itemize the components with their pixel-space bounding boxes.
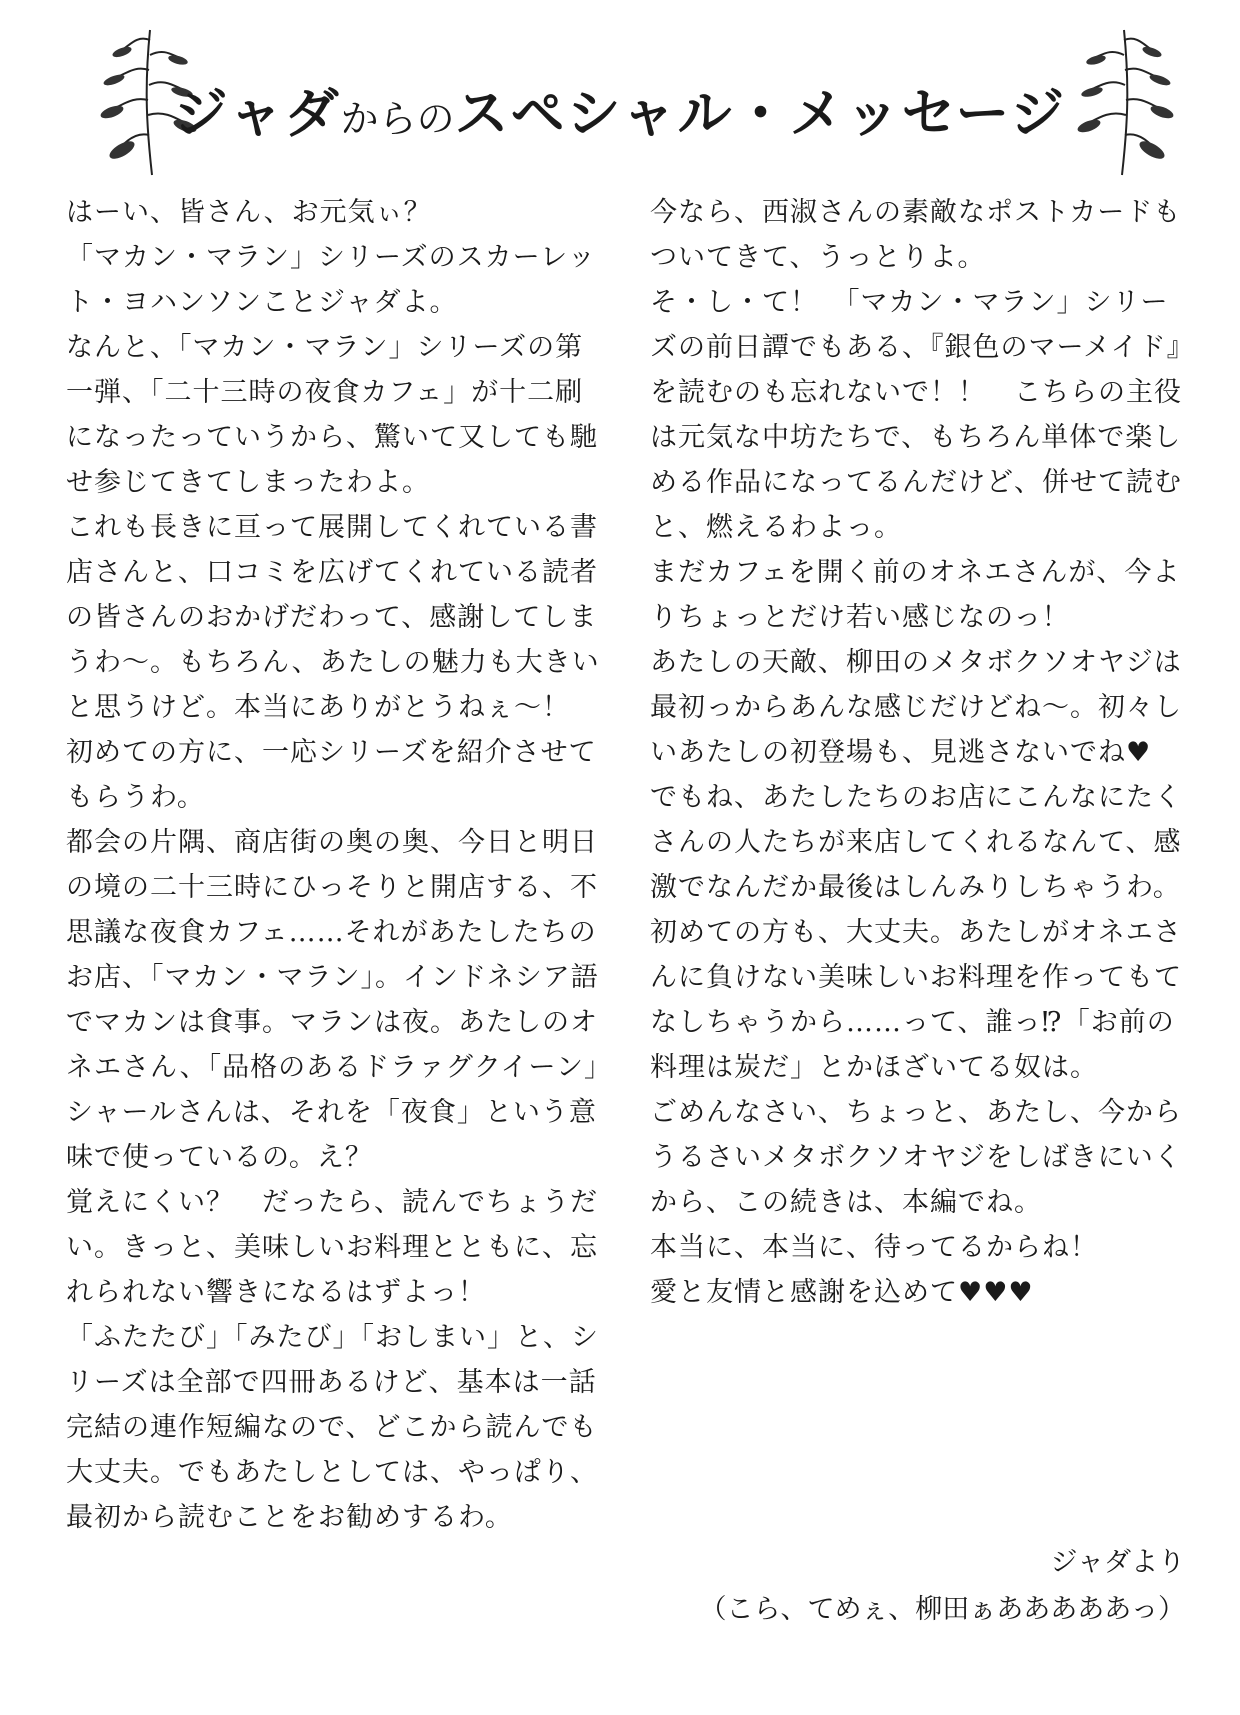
header — [0, 0, 1240, 180]
paragraph: 「ふたたび」「みたび」「おしまい」と、シリーズは全部で四冊あるけど、基本は一話完結の連作短編なので、どこから読んでも大丈夫。でもあたしとしては、やっぱり、最初から読むことをお勧めするわ。 — [66, 1322, 599, 1533]
botanical-ornament-icon — [1072, 20, 1182, 180]
paragraph: 初めての方も、大丈夫。あたしがオネエさんに負けない美味しいお料理を作ってもてなしちゃうから……って、誰っ⁉「お前の料理は炭だ」とかほざいてる奴は。 — [650, 917, 1182, 1083]
paragraph: あたしの天敵、柳田のメタボクソオヤジは最初っからあんな感じだけどね〜。初々しいあたしの初登場も、見逃さないでね♥ — [650, 647, 1182, 768]
left-column — [66, 190, 611, 1540]
signature: ジャダより — [1050, 1547, 1185, 1578]
title-part3: スペシャル・メッセージ — [454, 81, 1067, 145]
paragraph: まだカフェを開く前のオネエさんが、今よりちょっとだけ若い感じなのっ！ — [650, 557, 1181, 633]
title-part2: からの — [340, 97, 455, 141]
paragraph: なんと、「マカン・マラン」シリーズの第一弾、「二十三時の夜食カフェ」が十二刷になったっていうから、驚いて又しても馳せ参じてきてしまったわよ。 — [66, 332, 598, 498]
paragraph: そ・し・て！ 「マカン・マラン」シリーズの前日譚でもある、『銀色のマーメイド』を読むのも忘れないで！！ こちらの主役は元気な中坊たちで、もちろん単体で楽しめる作品になってるんだけど、併せて読むと、燃えるわよっ。 — [650, 287, 1182, 543]
paragraph: でもね、あたしたちのお店にこんなにたくさんの人たちが来店してくれるなんて、感激でなんだか最後はしんみりしちゃうわ。 — [650, 782, 1182, 903]
title-part1: ジャダ — [173, 81, 341, 145]
paragraph: 今なら、西淑さんの素敵なポストカードもついてきて、うっとりよ。 — [650, 197, 1182, 273]
paragraph: 都会の片隅、商店街の奥の奥、今日と明日の境の二十三時にひっそりと開店する、不思議な夜食カフェ……それがあたしたちのお店、「マカン・マラン」。インドネシア語でマカンは食事。マランは夜。あたしのオネエさん、「品格のあるドラァグクイーン」シャールさんは、それを「夜食」という意味で使っているの。え？ — [66, 827, 599, 1173]
paragraph: 初めての方に、一応シリーズを紹介させてもらうわ。 — [66, 737, 597, 813]
paragraph: 「マカン・マラン」シリーズのスカーレット・ヨハンソンことジャダよ。 — [66, 242, 596, 318]
paragraph: はーい、皆さん、お元気ぃ？ — [66, 197, 432, 228]
signature-aside: （こら、てめぇ、柳田ぁあああああっ） — [699, 1594, 1185, 1625]
paragraph: これも長きに亘って展開してくれている書店さんと、口コミを広げてくれている読者の皆さんのおかげだわって、感謝してしまうわ〜。もちろん、あたしの魅力も大きいと思うけど。本当にありがとうねぇ〜！ — [66, 512, 600, 723]
paragraph: 愛と友情と感謝を込めて♥♥♥ — [650, 1277, 1034, 1308]
paragraph: 覚えにくい？ だったら、読んでちょうだい。きっと、美味しいお料理とともに、忘れられない響きになるはずよっ！ — [66, 1187, 598, 1308]
paragraph: 本当に、本当に、待ってるからね！ — [650, 1232, 1098, 1263]
paragraph: ごめんなさい、ちょっと、あたし、今からうるさいメタボクソオヤジをしばきにいくから、この続きは、本編でね。 — [650, 1097, 1182, 1218]
page-title — [0, 78, 1240, 154]
right-column — [650, 190, 1185, 1315]
